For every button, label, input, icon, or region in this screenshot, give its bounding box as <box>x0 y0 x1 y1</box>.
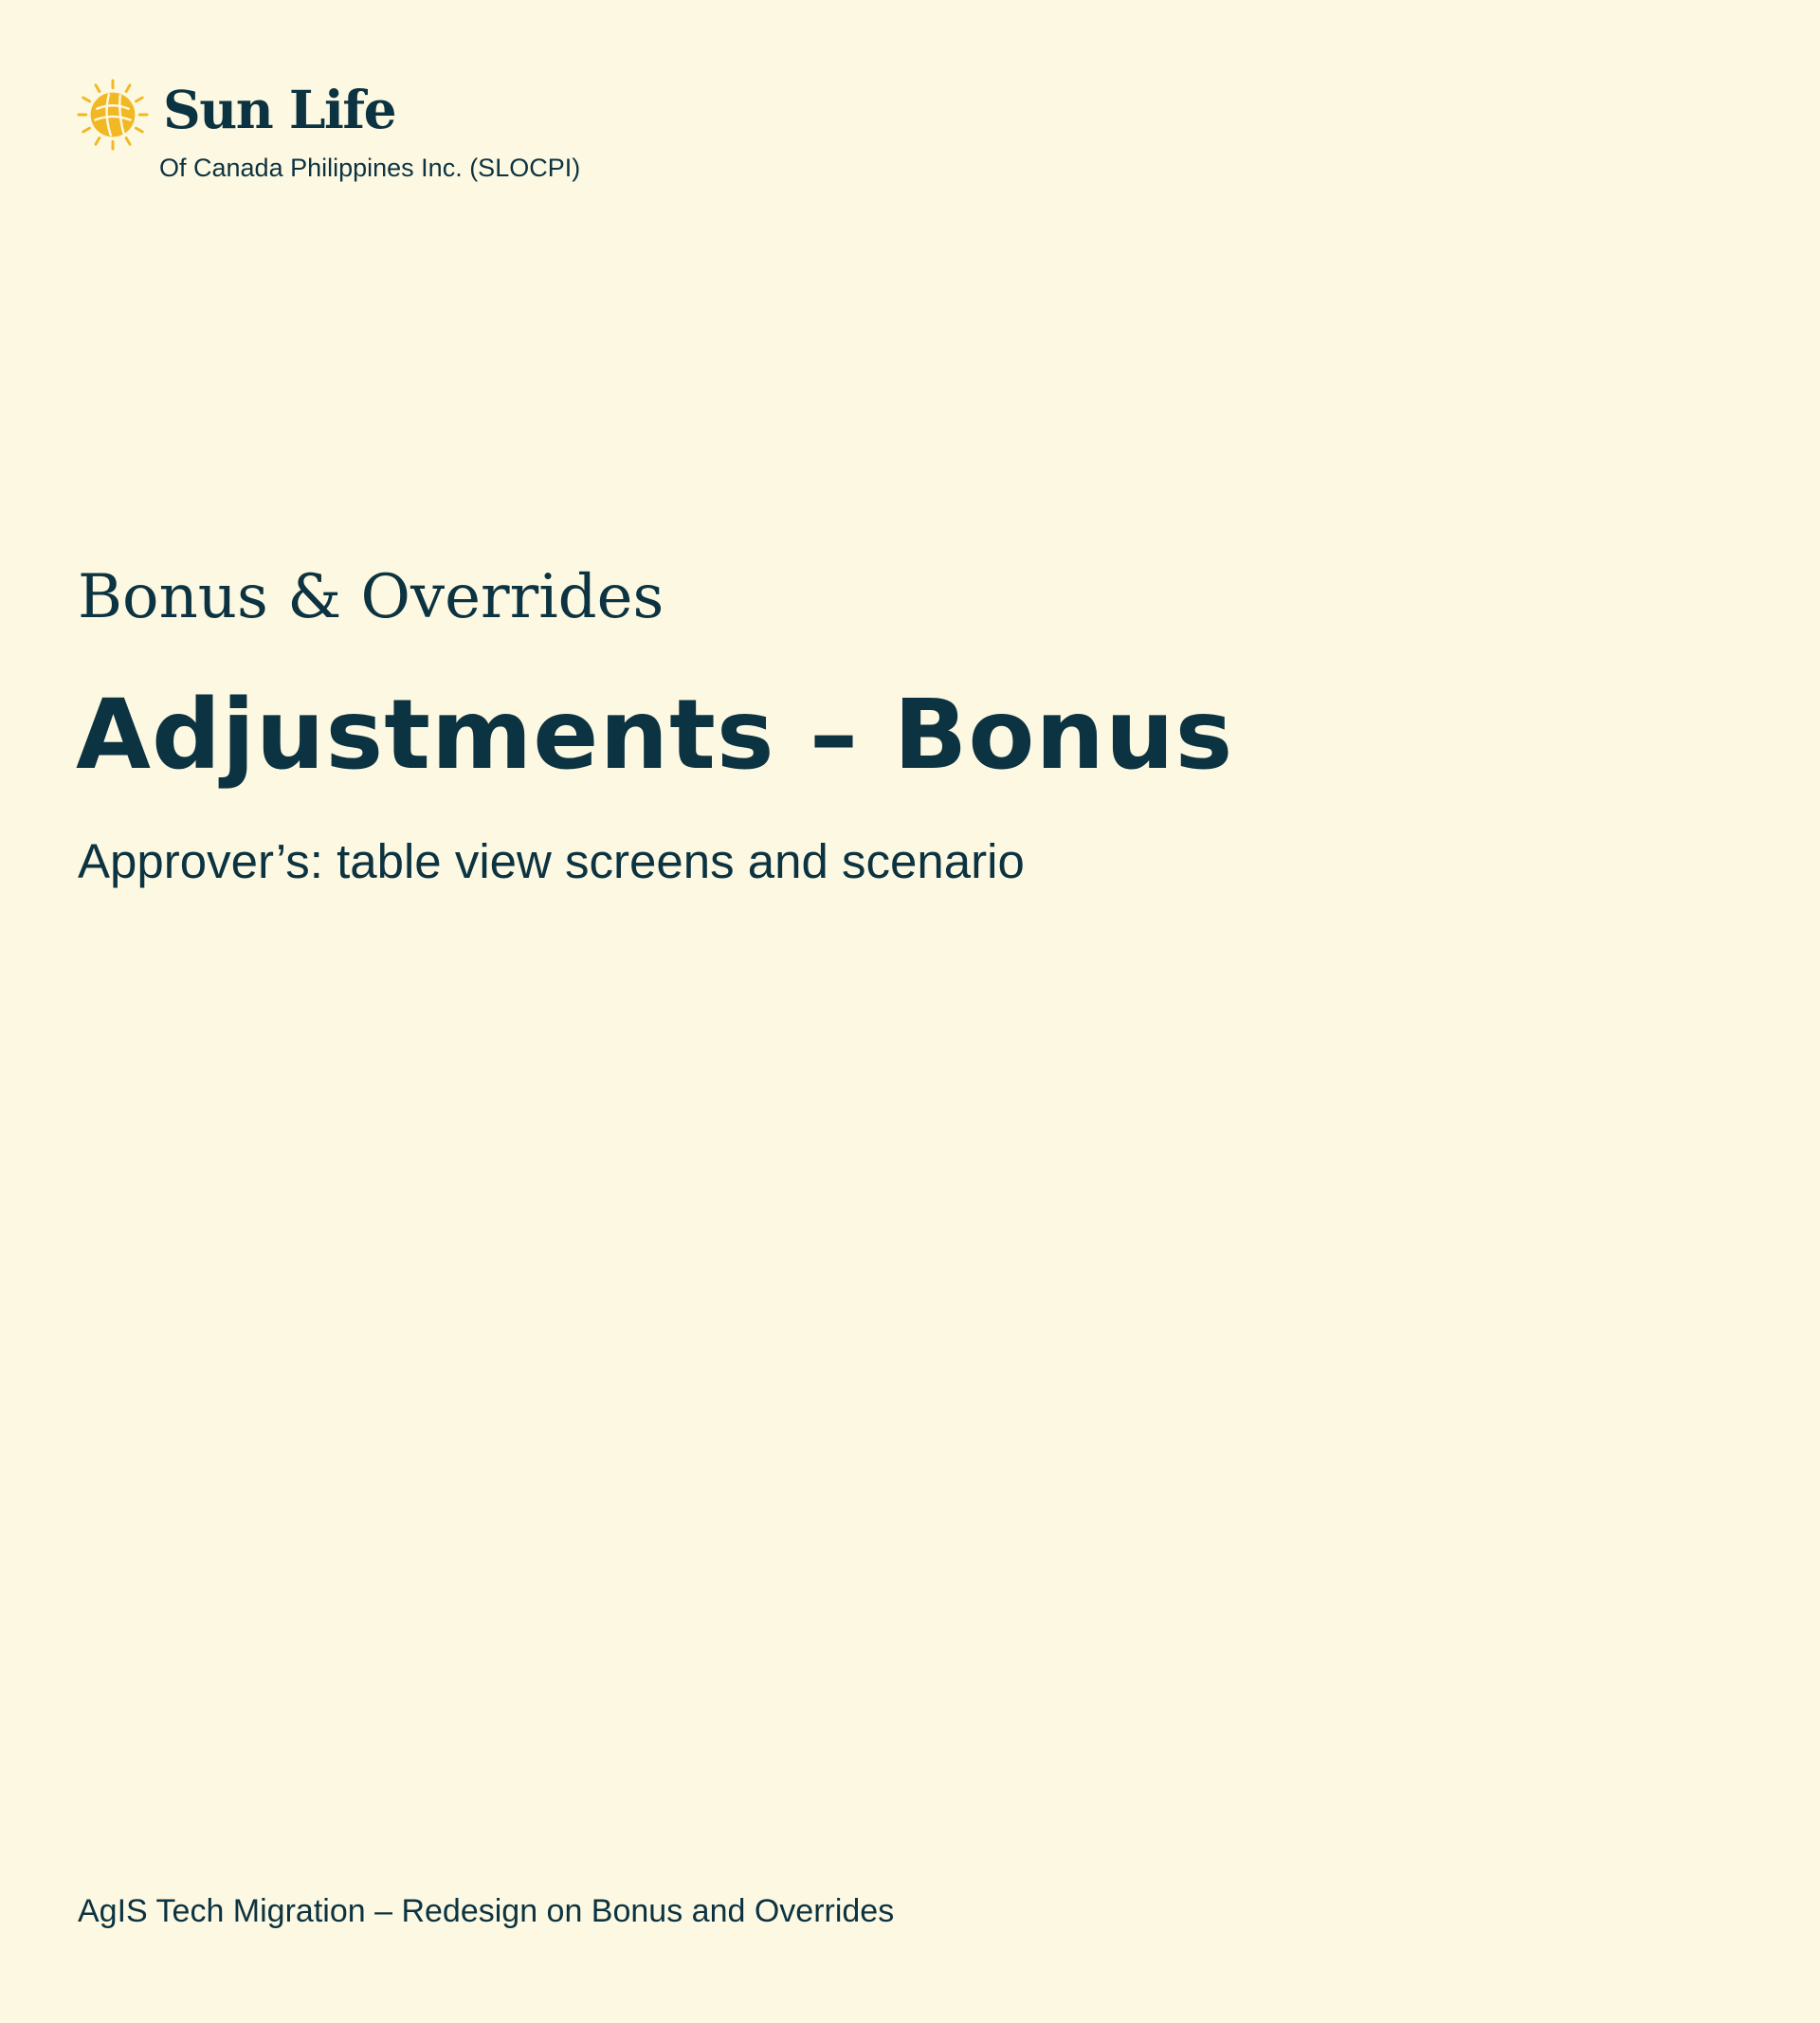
page-subtitle: Approver’s: table view screens and scenario <box>78 834 1025 888</box>
footer-text: AgIS Tech Migration – Redesign on Bonus and Overrides <box>78 1893 895 1929</box>
logo-subtitle: Of Canada Philippines Inc. (SLOCPI) <box>159 154 581 182</box>
logo-wordmark: Sun Life <box>163 79 396 140</box>
section-eyebrow: Bonus & Overrides <box>78 562 664 632</box>
company-logo <box>76 78 645 191</box>
page-title: Adjustments – Bonus <box>76 679 1234 792</box>
sun-logo-icon <box>76 78 150 152</box>
